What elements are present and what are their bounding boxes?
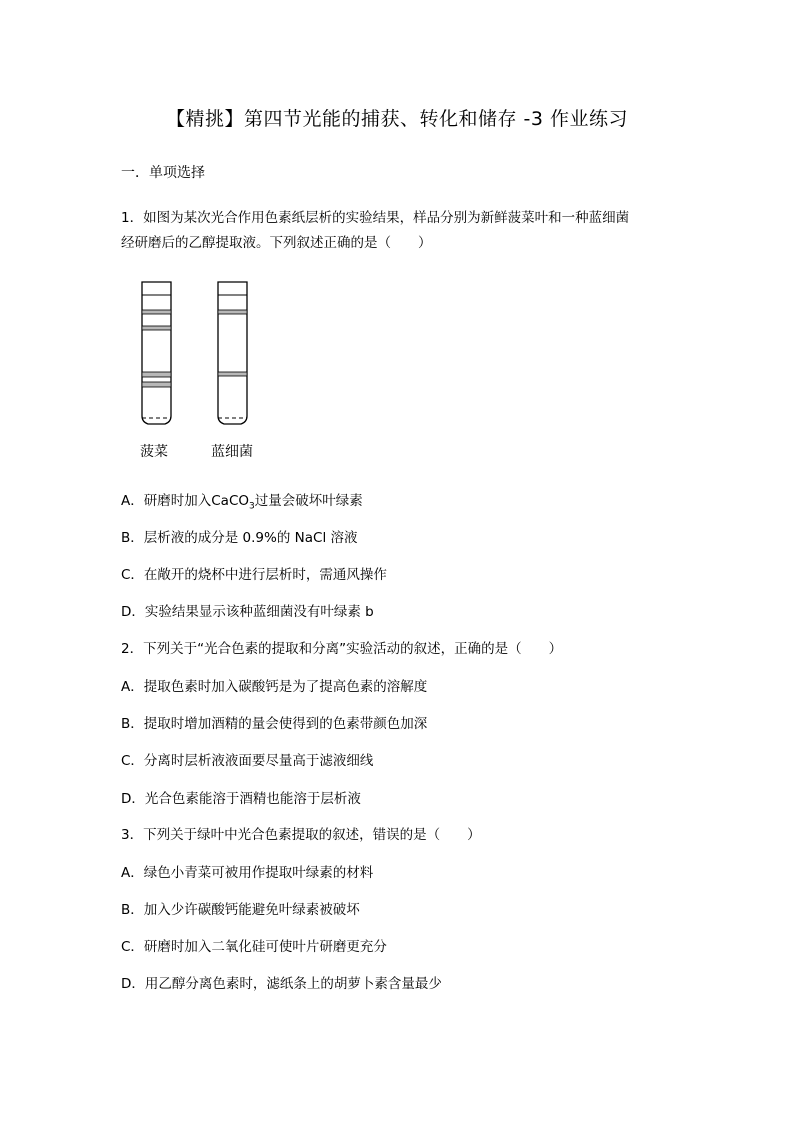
- strip-label-spinach: 菠菜: [140, 444, 168, 460]
- option-a-prefix: A．研磨时加入: [121, 493, 212, 509]
- cyanobacteria-band-2: [218, 372, 247, 376]
- cyanobacteria-strip: [218, 282, 247, 424]
- question-1-stem-line-1: 1．如图为某次光合作用色素纸层析的实验结果，样品分别为新鲜菠菜叶和一种蓝细菌: [121, 210, 630, 226]
- question-2-option-b: B．提取时增加酒精的量会使得到的色素带颜色加深: [121, 716, 428, 732]
- question-1-option-b: B．层析液的成分是 0.9%的 NaCl 溶液: [121, 530, 358, 546]
- option-a-formula: CaCO: [211, 493, 250, 509]
- question-1-option-d: D．实验结果显示该种蓝细菌没有叶绿素 b: [121, 604, 374, 620]
- spinach-band-3: [142, 372, 171, 377]
- strip-label-cyanobacteria: 蓝细菌: [211, 444, 253, 460]
- question-3-option-b: B．加入少许碳酸钙能避免叶绿素被破坏: [121, 902, 360, 918]
- question-3-stem: 3．下列关于绿叶中光合色素提取的叙述，错误的是（ ）: [121, 827, 481, 843]
- question-2-stem: 2．下列关于“光合色素的提取和分离”实验活动的叙述，正确的是（ ）: [121, 641, 563, 657]
- spinach-band-1: [142, 310, 171, 314]
- question-3-option-c: C．研磨时加入二氧化硅可使叶片研磨更充分: [121, 939, 387, 955]
- spinach-band-2: [142, 326, 171, 330]
- spinach-strip: [142, 282, 171, 424]
- question-1-stem-line-2: 经研磨后的乙醇提取液。下列叙述正确的是（ ）: [121, 235, 432, 251]
- section-heading: 一．单项选择: [121, 165, 205, 181]
- cyanobacteria-band-1: [218, 310, 247, 314]
- question-3-option-a: A．绿色小青菜可被用作提取叶绿素的材料: [121, 865, 374, 881]
- option-a-suffix: 过量会破坏叶绿素: [254, 493, 363, 509]
- question-2-option-c: C．分离时层析液液面要尽量高于滤液细线: [121, 753, 374, 769]
- question-2-option-d: D．光合色素能溶于酒精也能溶于层析液: [121, 791, 361, 807]
- question-3-option-d: D．用乙醇分离色素时，滤纸条上的胡萝卜素含量最少: [121, 976, 442, 992]
- page-title: 【精挑】第四节光能的捕获、转化和储存 -3 作业练习: [165, 108, 629, 130]
- question-1-option-c: C．在敞开的烧杯中进行层析时，需通风操作: [121, 567, 387, 583]
- spinach-band-4: [142, 382, 171, 387]
- question-1-option-a: [121, 489, 363, 519]
- option-a-subscript: 3: [249, 501, 255, 512]
- question-2-option-a: A．提取色素时加入碳酸钙是为了提高色素的溶解度: [121, 679, 428, 695]
